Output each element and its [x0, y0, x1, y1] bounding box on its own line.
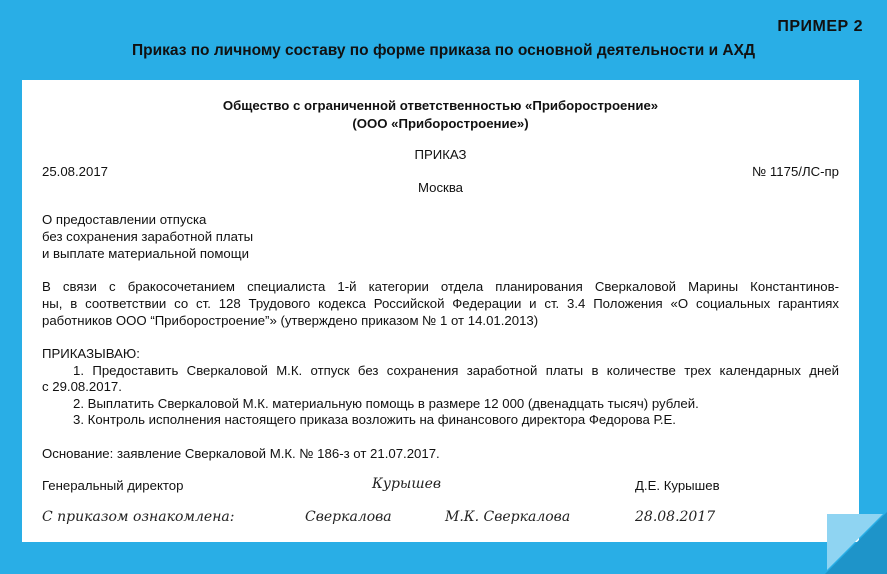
- acknowledgment-label: С приказом ознакомлена:: [42, 509, 235, 525]
- preamble-line: ны, в соответствии со ст. 128 Трудового кодекса Российской Федерации и ст. 3.4 Положения «О социальных гарантиях: [42, 296, 839, 311]
- subject-line: и выплате материальной помощи: [42, 246, 249, 261]
- page-title: Приказ по личному составу по форме приказа по основной деятельности и АХД: [131, 42, 755, 59]
- employee-handwritten-signature: Сверкалова: [305, 509, 392, 525]
- director-handwritten-signature: Курышев: [372, 476, 442, 492]
- order-item: 3. Контроль исполнения настоящего приказа возложить на финансового директора Федорова Р.Е.: [73, 412, 676, 427]
- subject-line: О предоставлении отпуска: [42, 212, 207, 227]
- order-word: ПРИКАЗЫВАЮ:: [42, 346, 140, 361]
- order-item: 1. Предоставить Сверкаловой М.К. отпуск без сохранения заработной платы в количестве трех календарных дней: [73, 363, 839, 378]
- organization-short-name: (ООО «Приборостроение»): [352, 116, 529, 131]
- document-sheet: [22, 80, 859, 542]
- document-number: № 1175/ЛС-пр: [752, 164, 839, 179]
- subject-line: без сохранения заработной платы: [42, 229, 254, 244]
- employee-name: М.К. Сверкалова: [445, 509, 571, 525]
- example-label: ПРИМЕР 2: [777, 18, 863, 35]
- page-curl-icon: [825, 512, 887, 574]
- signer-name: Д.Е. Курышев: [635, 478, 720, 493]
- signer-position: Генеральный директор: [42, 478, 184, 493]
- preamble-line: В связи с бракосочетанием специалиста 1-й категории отдела планирования Сверкаловой Марины Константинов-: [42, 279, 839, 294]
- document-date: 25.08.2017: [42, 164, 109, 179]
- order-item: с 29.08.2017.: [42, 379, 122, 394]
- document-city: Москва: [417, 180, 464, 195]
- preamble-line: работников ООО “Приборостроение”» (утверждено приказом № 1 от 14.01.2013): [42, 313, 539, 328]
- organization-full-name: Общество с ограниченной ответственностью «Приборостроение»: [222, 98, 659, 113]
- order-item: 2. Выплатить Сверкаловой М.К. материальную помощь в размере 12 000 (двенадцать тысяч) рублей.: [73, 396, 699, 411]
- document-type: ПРИКАЗ: [414, 147, 467, 162]
- order-basis: Основание: заявление Сверкаловой М.К. № 186-з от 21.07.2017.: [42, 446, 440, 461]
- acknowledgment-date: 28.08.2017: [635, 509, 716, 525]
